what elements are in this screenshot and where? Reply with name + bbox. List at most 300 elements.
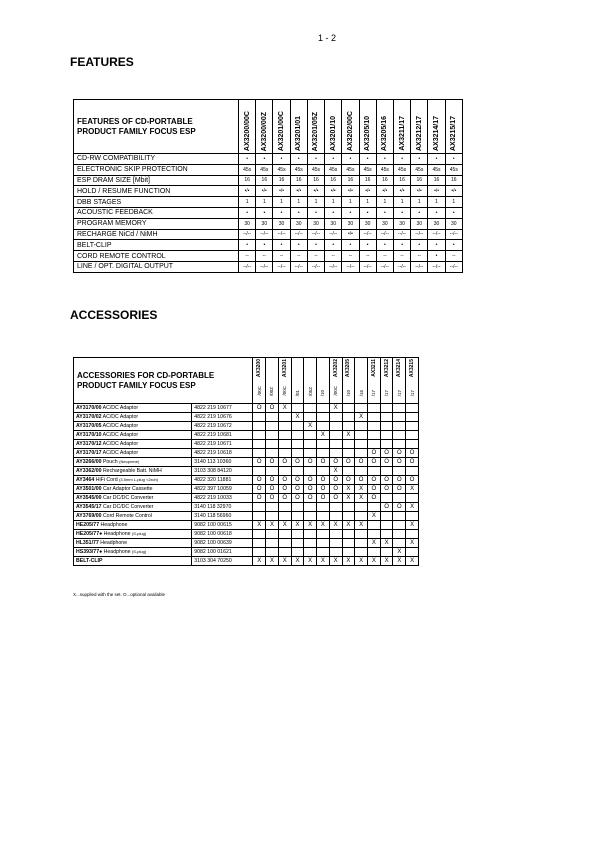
page-number: 1 - 2 [318,33,337,43]
accessory-value [355,503,368,512]
feature-value: 45s [325,164,342,175]
accessory-value [278,413,291,422]
accessory-desc: Car DC/DC Converter [102,495,154,501]
feature-value: -- [411,251,428,262]
model-label: AX3205/10 [364,115,372,151]
model-suffix-wrap [368,383,380,401]
accessory-value [342,422,355,431]
accessory-value [406,431,419,440]
features-heading: FEATURES [70,55,134,69]
feature-value: 45s [359,164,376,175]
accessory-name [74,413,192,422]
feature-value: 16 [273,175,290,186]
features-header-row [74,100,463,154]
accessory-value [380,548,393,557]
model-group-label: AX3200 [256,359,263,378]
accessory-value: X [406,539,419,548]
accessory-value [278,503,291,512]
model-suffix-wrap [304,383,316,401]
feature-value: •/• [290,186,307,197]
accessory-value [253,539,266,548]
accessory-value: O [291,458,304,467]
accessory-code: AY3501/00 [76,486,102,492]
accessory-value [253,449,266,458]
accessory-value [342,548,355,557]
model-header [393,358,406,404]
feature-value: --/-- [239,261,256,272]
heading-line: FEATURES OF CD-PORTABLE [77,116,193,126]
model-suffix-wrap [406,383,418,401]
accessory-value: X [367,512,380,521]
accessory-value: O [342,476,355,485]
accessory-value [291,548,304,557]
model-header [307,100,324,154]
accessory-desc: AC/DC Adaptor [102,432,139,438]
accessory-value: O [367,458,380,467]
accessory-name [74,539,192,548]
accessory-value [355,548,368,557]
accessory-desc: Pouch [102,459,118,465]
accessory-desc: Car Adaptor Cassette [102,486,153,492]
table-row [74,548,419,557]
feature-value: 16 [307,175,324,186]
table-row [74,261,463,272]
accessory-value [380,512,393,521]
accessory-value [317,512,330,521]
feature-value: 45s [239,164,256,175]
accessory-name [74,458,192,467]
model-group-label: AX3205 [345,359,352,378]
accessory-value [291,467,304,476]
feature-value: 45s [290,164,307,175]
accessory-value: O [253,494,266,503]
model-group-label: AX3201 [281,359,288,378]
feature-value: • [239,240,256,251]
accessory-value: O [266,485,279,494]
heading-line: PRODUCT FAMILY FOCUS ESP [77,380,196,390]
feature-value: --/-- [256,229,273,240]
accessory-value [367,467,380,476]
model-label: AX3215/17 [450,115,458,151]
accessory-value [393,404,406,413]
model-suffix: /17 [371,389,377,396]
accessory-value [253,467,266,476]
accessory-value: X [367,539,380,548]
accessory-value [380,431,393,440]
accessory-name [74,530,192,539]
accessory-value [406,440,419,449]
feature-value: --/-- [273,261,290,272]
accessory-desc: Cord Remote Control [102,513,152,519]
feature-value: • [359,240,376,251]
accessory-note: (S-plug) [131,531,147,536]
accessory-value: X [317,557,330,566]
feature-value: 30 [393,218,410,229]
feature-value: 30 [428,218,445,229]
accessory-value: O [380,503,393,512]
accessory-value [406,467,419,476]
accessory-desc: Car DC/DC Converter [102,504,154,510]
model-header [266,358,279,404]
model-group-label: AX3202 [332,359,339,378]
model-suffix-wrap [381,383,393,401]
accessory-value [253,548,266,557]
accessory-name [74,557,192,566]
accessory-value [367,503,380,512]
accessory-value: X [355,557,368,566]
model-suffix-wrap [330,383,342,401]
model-header [445,100,462,154]
accessory-name [74,404,192,413]
table-row [74,530,419,539]
accessory-value [393,440,406,449]
accessory-value: X [329,557,342,566]
model-suffix-wrap [266,383,278,401]
feature-value: •/• [359,186,376,197]
accessory-value [393,512,406,521]
model-suffix: /00C [282,386,288,396]
accessory-value [355,539,368,548]
accessory-value: X [342,557,355,566]
accessory-value: O [317,494,330,503]
feature-value: --/-- [325,229,342,240]
accessory-value [266,431,279,440]
feature-value: 1 [239,197,256,208]
accessory-value: O [380,458,393,467]
model-label: AX3212/17 [415,115,423,151]
accessory-desc: Headphone [103,549,131,555]
accessory-value: O [278,476,291,485]
feature-value: •/• [256,186,273,197]
table-row [74,229,463,240]
feature-value: -- [290,251,307,262]
feature-value: 45s [307,164,324,175]
accessory-value: O [291,476,304,485]
accessory-name [74,494,192,503]
accessory-value [304,467,317,476]
table-row [74,154,463,165]
feature-value: •/• [411,186,428,197]
accessory-value [278,548,291,557]
feature-value: • [393,207,410,218]
accessory-value [317,503,330,512]
accessory-name [74,422,192,431]
feature-value: 30 [376,218,393,229]
accessory-desc: Headphone [100,522,128,528]
part-number: 4822 219 10033 [192,494,253,503]
model-suffix-wrap [253,383,265,401]
model-label: AX3200/00C [243,110,251,151]
feature-value: •/• [273,186,290,197]
feature-value: -- [239,251,256,262]
accessory-value [329,431,342,440]
feature-label: PROGRAM MEMORY [74,218,239,229]
feature-value: 30 [239,218,256,229]
feature-value: • [273,240,290,251]
feature-value: 45s [428,164,445,175]
feature-value: • [428,207,445,218]
feature-value: 30 [325,218,342,229]
accessory-value [304,413,317,422]
accessory-value: O [406,476,419,485]
model-suffix-wrap [343,383,355,401]
accessory-value [291,512,304,521]
model-header [342,100,359,154]
feature-value: 1 [290,197,307,208]
feature-value: --/-- [273,229,290,240]
features-table-heading [74,100,239,154]
heading-line: ACCESSORIES FOR CD-PORTABLE [77,370,215,380]
model-header [256,100,273,154]
feature-value: -- [325,251,342,262]
accessory-value: X [406,503,419,512]
feature-value: •/• [342,186,359,197]
accessory-value: O [253,458,266,467]
accessory-value [266,548,279,557]
accessory-value: X [406,521,419,530]
feature-value: • [411,207,428,218]
accessory-value [278,512,291,521]
accessory-value [355,449,368,458]
accessory-value: O [355,476,368,485]
table-row [74,413,419,422]
accessory-value [393,467,406,476]
table-row [74,422,419,431]
accessory-value: O [253,476,266,485]
accessory-value [304,404,317,413]
accessory-value [304,512,317,521]
accessory-value: O [266,494,279,503]
feature-value: --/-- [290,261,307,272]
accessory-value [253,512,266,521]
accessory-value: X [291,557,304,566]
feature-value: --/-- [393,261,410,272]
accessory-value: X [406,485,419,494]
part-number: 9082 100 00639 [192,539,253,548]
feature-value: • [428,240,445,251]
feature-value: -- [256,251,273,262]
accessory-value [266,449,279,458]
accessory-value: X [355,494,368,503]
accessory-value: O [393,449,406,458]
feature-value: •/• [428,186,445,197]
accessory-value [266,422,279,431]
accessory-value [317,539,330,548]
accessory-value: X [278,557,291,566]
model-suffix: /00C [256,386,262,396]
accessory-value: O [393,476,406,485]
feature-value: --/-- [411,229,428,240]
accessory-code: AY3170/17 [76,450,102,456]
part-number: 3140 118 32970 [192,503,253,512]
accessory-value [329,512,342,521]
accessory-value [291,449,304,458]
accessory-value [304,431,317,440]
accessory-value: X [367,557,380,566]
accessory-value [342,503,355,512]
accessory-value: O [278,458,291,467]
part-number: 4822 397 10059 [192,485,253,494]
part-number: 4822 320 11881 [192,476,253,485]
feature-value: • [325,154,342,165]
accessory-value [380,422,393,431]
feature-value: • [239,207,256,218]
feature-value: --/-- [290,229,307,240]
feature-value: --/-- [428,229,445,240]
model-group-label: AX3215 [409,359,416,378]
accessory-value [253,503,266,512]
accessory-code: AY3170/05 [76,423,102,429]
accessory-value: X [304,557,317,566]
feature-value: 30 [273,218,290,229]
feature-value: 1 [393,197,410,208]
accessory-value: O [291,494,304,503]
accessory-code: AY3545/00 [76,495,102,501]
feature-value: 1 [307,197,324,208]
model-suffix: /17 [384,389,390,396]
model-label: AX3214/17 [433,115,441,151]
accessory-value: X [253,521,266,530]
accessory-value: O [266,404,279,413]
feature-value: •/• [325,186,342,197]
model-suffix-wrap [292,383,304,401]
accessory-value: X [380,557,393,566]
accessory-value [342,413,355,422]
accessory-value [304,449,317,458]
accessory-value: O [367,449,380,458]
feature-value: • [393,240,410,251]
accessory-value [291,422,304,431]
accessory-value [367,404,380,413]
feature-value: 30 [445,218,462,229]
accessory-desc: AC/DC Adaptor [102,405,139,411]
accessory-value [406,512,419,521]
accessory-value: O [253,485,266,494]
feature-value: 30 [411,218,428,229]
table-row [74,449,419,458]
feature-value: 1 [273,197,290,208]
accessory-value: O [367,485,380,494]
accessory-code: AY3266/00 [76,459,102,465]
feature-value: • [359,207,376,218]
feature-value: • [411,154,428,165]
accessory-value: X [266,557,279,566]
model-header [273,100,290,154]
feature-value: • [273,154,290,165]
feature-value: • [411,240,428,251]
table-row [74,503,419,512]
accessory-value [393,530,406,539]
accessory-value [355,440,368,449]
accessory-value [355,431,368,440]
feature-value: • [290,154,307,165]
accessory-value: X [329,521,342,530]
heading-line: PRODUCT FAMILY FOCUS ESP [77,126,196,136]
accessory-value [317,404,330,413]
accessory-value [393,431,406,440]
feature-value: 45s [256,164,273,175]
accessory-code: AY3769/00 [76,513,102,519]
feature-label: HOLD / RESUME FUNCTION [74,186,239,197]
accessory-value [253,413,266,422]
feature-value: • [445,154,462,165]
feature-value: 30 [307,218,324,229]
accessory-value: O [317,476,330,485]
accessory-value [253,440,266,449]
accessory-value [317,467,330,476]
accessory-value: O [329,458,342,467]
table-row [74,404,419,413]
model-suffix-wrap [355,383,367,401]
feature-value: • [342,207,359,218]
feature-value: •/• [376,186,393,197]
accessory-name [74,548,192,557]
feature-value: • [428,154,445,165]
part-number: 4822 219 10676 [192,413,253,422]
accessory-value [406,413,419,422]
accessory-code: AY3170/02 [76,414,102,420]
part-number: 3103 304 70250 [192,557,253,566]
model-header [393,100,410,154]
accessory-value [329,539,342,548]
feature-value: • [445,240,462,251]
model-label: AX3201/01 [295,115,303,151]
model-header [428,100,445,154]
model-suffix-wrap [393,383,405,401]
accessory-value: X [278,521,291,530]
model-header [253,358,266,404]
accessory-value [317,530,330,539]
table-row [74,175,463,186]
accessory-value [393,521,406,530]
table-row [74,458,419,467]
feature-value: 16 [445,175,462,186]
accessory-value: X [355,485,368,494]
accessory-desc: HiFi Cord [95,477,118,483]
accessory-value: O [406,449,419,458]
accessory-value [329,413,342,422]
feature-value: 1 [325,197,342,208]
model-suffix: /10 [345,389,351,396]
accessory-value [304,440,317,449]
table-row [74,218,463,229]
accessory-value [278,449,291,458]
feature-value: • [376,154,393,165]
table-row [74,485,419,494]
feature-value: • [290,240,307,251]
accessory-code: HL351/77 [76,540,99,546]
feature-value: 1 [359,197,376,208]
accessory-value [329,440,342,449]
feature-value: 16 [256,175,273,186]
accessory-desc: Headphone [100,540,128,546]
table-row [74,251,463,262]
feature-value: •/• [307,186,324,197]
accessory-value [278,431,291,440]
model-group-label: AX3211 [370,359,377,377]
feature-label: ESP DRAM SIZE [Mbit] [74,175,239,186]
accessory-value: O [355,458,368,467]
model-label: AX3200/00Z [260,111,268,151]
feature-value: 1 [411,197,428,208]
model-group-label: AX3214 [396,359,403,378]
table-row [74,539,419,548]
accessory-value [355,512,368,521]
feature-value: 16 [239,175,256,186]
accessory-value: X [266,521,279,530]
feature-value: 45s [342,164,359,175]
accessory-value [304,503,317,512]
